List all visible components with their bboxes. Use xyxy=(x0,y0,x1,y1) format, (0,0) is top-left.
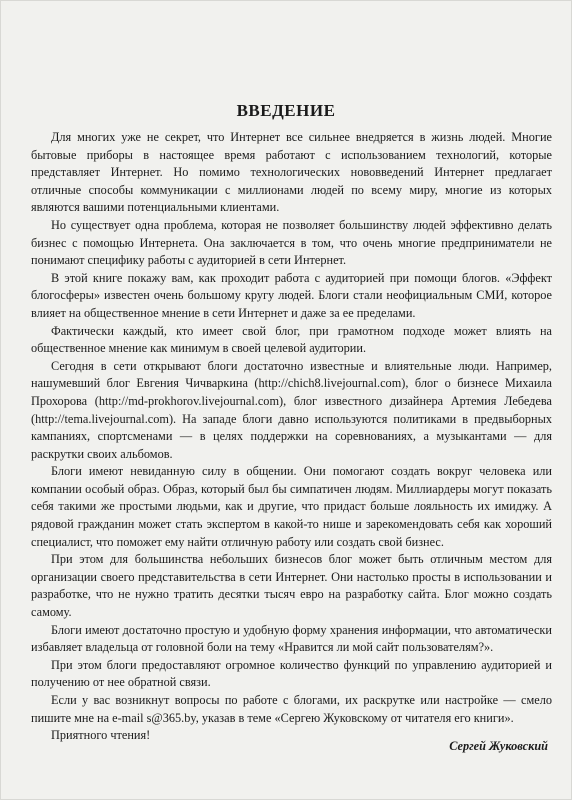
paragraph: Блоги имеют достаточно простую и удобную форму хранения информации, что автоматически избавляет владельца от головной боли на тему «Нравится ли мой сайт пользователям?». xyxy=(31,622,552,655)
paragraph: При этом блоги предоставляют огромное количество функций по управлению аудиторией и получению от нее обратной связи. xyxy=(31,657,552,690)
paragraph: В этой книге покажу вам, как проходит работа с аудиторией при помощи блогов. «Эффект блогосферы» известен очень большому кругу людей. Блоги стали неофициальным СМИ, которое влияет на общественное мнение в сети Интернет и даже за ее пределами. xyxy=(31,270,552,320)
paragraph: Сегодня в сети открывают блоги достаточно известные и влиятельные люди. Например, нашумевший блог Евгения Чичваркина (http://chich8.livejournal.com), блог о бизнесе Михаила Прохорова (http://md-prokhorov.livejournal.com), блог известного дизайнера Артемия Лебедева (http://tema.livejournal.com). На западе блоги давно используются политиками в предвыборных кампаниях, спортсменами — в целях поддержки на соревнованиях, а музыкантами — для раскрутки своих альбомов. xyxy=(31,358,552,461)
paragraph: Но существует одна проблема, которая не позволяет большинству людей эффективно делать бизнес с помощью Интернета. Она заключается в том, что очень многие предприниматели не понимают специфику работы с аудиторией в сети Интернет. xyxy=(31,217,552,268)
author-signature: Сергей Жуковский xyxy=(449,739,548,753)
paragraph: Если у вас возникнут вопросы по работе с блогами, их раскрутке или настройке — смело пишите мне на e-mail s@365.by, указав в теме «Сергею Жуковскому от читателя его книги». xyxy=(31,693,552,725)
paragraph: Блоги имеют невиданную силу в общении. Они помогают создать вокруг человека или компании особый образ. Образ, который был бы симпатичен людям. Миллиардеры могут показать себя такими же простыми людьми, как и другие, что придаст больше лояльность их имиджу. А рядовой гражданин может стать экспертом в какой-то нише и зарекомендовать себя как хороший специалист, что поможет ему найти отличную работу или создать свой бизнес. xyxy=(31,464,552,549)
paragraph: Приятного чтения! xyxy=(51,728,151,743)
paragraph: Для многих уже не секрет, что Интернет все сильнее внедряется в жизнь людей. Многие бытовые приборы в настоящее время работают с использованием технологий, которые представляет Интернет. Но помимо технологических нововведений Интернет предлагает отличные способы коммуникации с миллионами людей по всему миру, многие из которых являются вашими потенциальными клиентами. xyxy=(31,130,552,215)
paragraph: Фактически каждый, кто имеет свой блог, при грамотном подходе может влиять на общественное мнение как минимум в своей целевой аудитории. xyxy=(31,323,552,356)
body-text xyxy=(31,129,552,745)
paragraph: При этом для большинства небольших бизнесов блог может быть отличным местом для организации своего представительства в сети Интернет. Они настолько просты в использовании и разработке, что не нужно тратить десятки тысяч евро на разработку сайта. Блог можно создать самому. xyxy=(31,552,552,620)
page-title: ВВЕДЕНИЕ xyxy=(236,101,336,120)
